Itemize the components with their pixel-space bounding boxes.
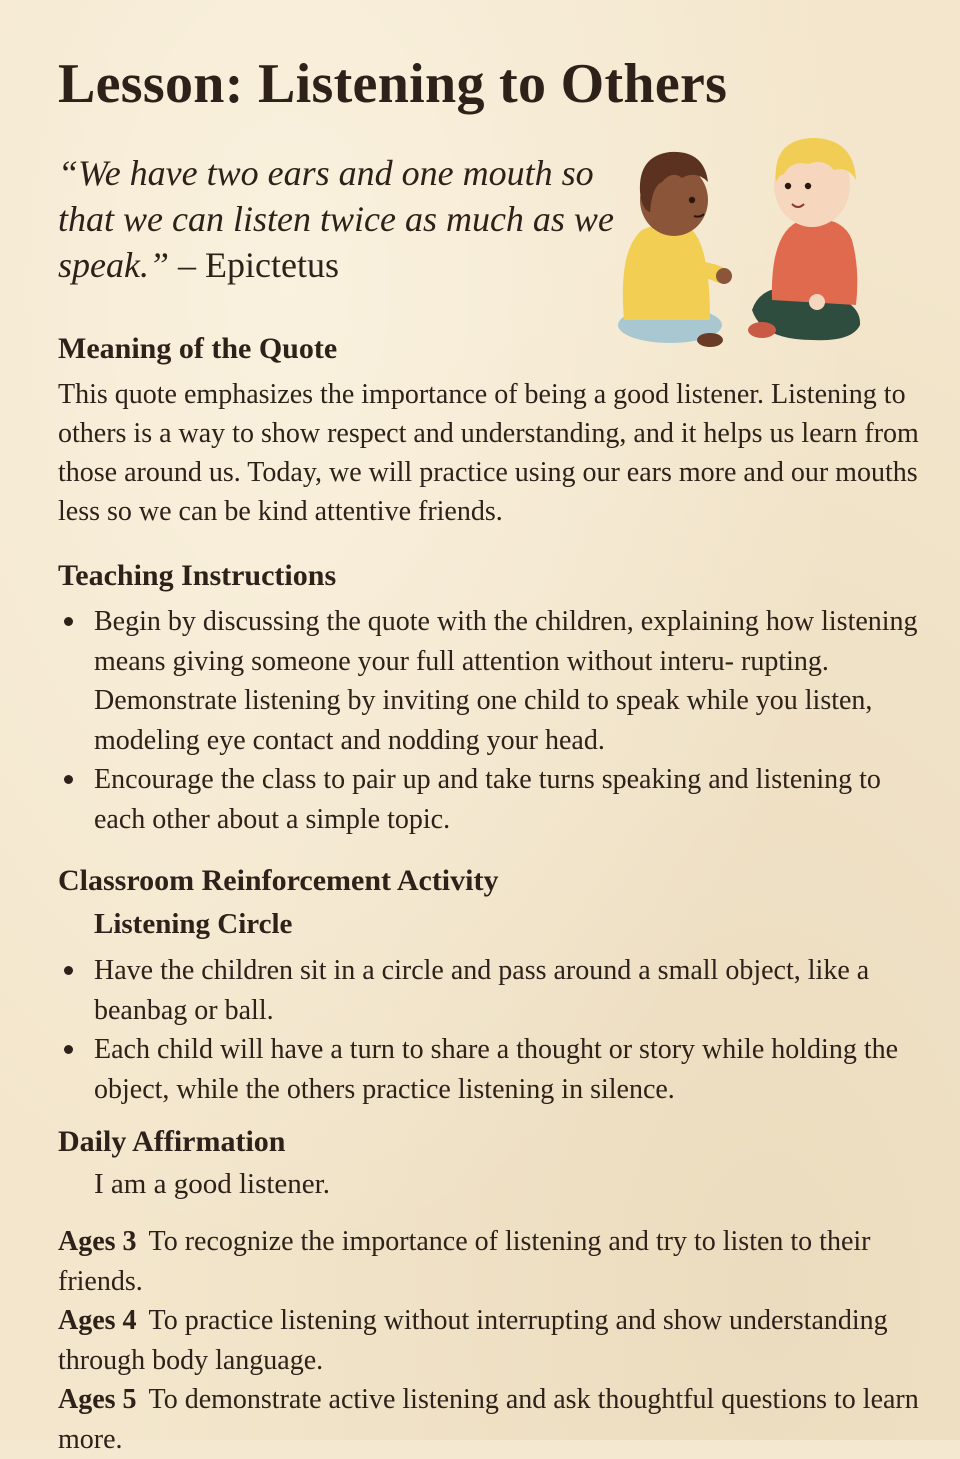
affirmation-heading: Daily Affirmation <box>58 1125 286 1158</box>
child-right-eye-left <box>785 183 791 189</box>
age-goal-row <box>58 1301 928 1380</box>
quote-author: – Epictetus <box>169 245 339 285</box>
age-goals <box>58 1222 928 1459</box>
age-label: Ages 4 <box>58 1305 137 1336</box>
age-goal-row <box>58 1222 928 1301</box>
meaning-heading: Meaning of the Quote <box>58 332 338 365</box>
teaching-list <box>58 602 928 839</box>
quote-text: “We have two ears and one mouth so that we can listen twice as much as we speak.” <box>58 153 614 285</box>
child-right-foot <box>748 322 776 338</box>
child-left-hand <box>716 268 732 284</box>
bullet-icon <box>64 617 73 626</box>
two-children-talking-illustration <box>612 130 877 355</box>
teaching-item-text: Encourage the class to pair up and take turns speaking and listening to each other about a simple topic. <box>94 764 881 835</box>
teaching-item-text: Begin by discussing the quote with the children, explaining how listening means giving someone your full attention without interu- rupting. Demonstrate listening by inviting one child to speak while you listen, modeling eye contact and nodding your head. <box>94 606 918 756</box>
list-item <box>58 602 928 760</box>
child-left <box>618 152 732 347</box>
bullet-icon <box>64 1045 73 1054</box>
age-label: Ages 3 <box>58 1226 137 1257</box>
meaning-body: This quote emphasizes the importance of being a good listener. Listening to others is a way to show respect and understanding, and it helps us learn from those around us. Today, we will practice using our ears more and our mouths less so we can be kind attentive friends. <box>58 379 919 527</box>
child-right-hand <box>809 294 825 310</box>
activity-item-text: Have the children sit in a circle and pass around a small object, like a beanbag or ball. <box>94 955 870 1026</box>
child-right-eye-right <box>805 183 811 189</box>
list-item <box>58 1030 928 1109</box>
activity-item-text: Each child will have a turn to share a thought or story while holding the object, while the others practice listening in silence. <box>94 1034 899 1105</box>
affirmation-text: I am a good listener. <box>94 1168 330 1200</box>
child-right-shirt <box>772 219 857 305</box>
age-goal-text: To demonstrate active listening and ask thoughtful questions to learn more. <box>58 1384 919 1455</box>
bullet-icon <box>64 966 73 975</box>
child-left-arm <box>682 270 720 275</box>
teaching-heading: Teaching Instructions <box>58 559 337 592</box>
activity-list <box>58 951 928 1109</box>
child-left-eye <box>689 197 695 203</box>
list-item <box>58 951 928 1030</box>
age-label: Ages 5 <box>58 1384 137 1415</box>
list-item <box>58 760 928 839</box>
quote-block <box>58 150 618 288</box>
bullet-icon <box>64 775 73 784</box>
age-goal-text: To practice listening without interrupting and show understanding through body language. <box>58 1305 888 1376</box>
child-left-foot <box>697 333 723 347</box>
age-goal-row <box>58 1380 928 1459</box>
age-goal-text: To recognize the importance of listening and try to listen to their friends. <box>58 1226 871 1297</box>
lesson-title: Lesson: Listening to Others <box>58 53 728 115</box>
activity-subheading: Listening Circle <box>94 908 293 940</box>
activity-heading: Classroom Reinforcement Activity <box>58 864 499 897</box>
child-right <box>748 138 860 340</box>
